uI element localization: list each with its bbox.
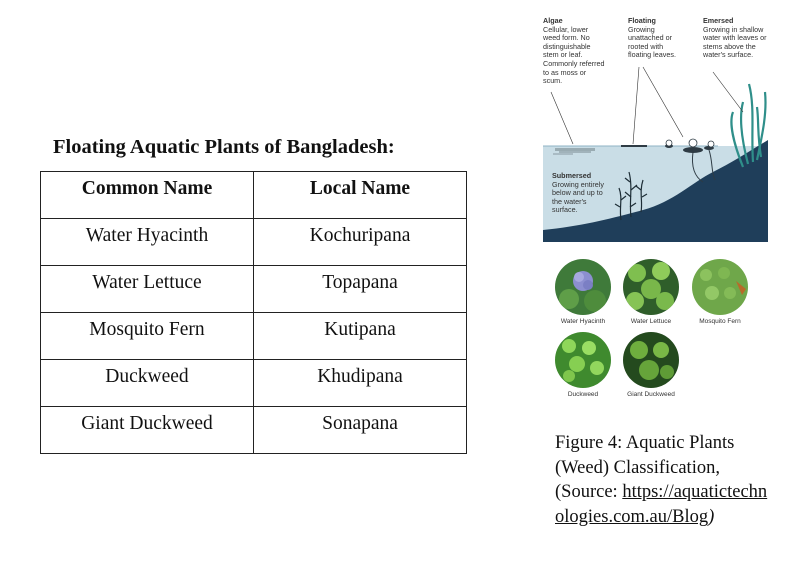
header-local-name: Local Name bbox=[254, 172, 467, 219]
floating-label: Floating Growing unattached or rooted with floating leaves. bbox=[628, 16, 676, 60]
aquatic-weed-diagram bbox=[543, 12, 768, 242]
cell-local-name: Khudipana bbox=[254, 360, 467, 407]
cell-common-name: Giant Duckweed bbox=[41, 407, 254, 454]
water-hyacinth-photo bbox=[555, 259, 611, 315]
cell-common-name: Water Hyacinth bbox=[41, 219, 254, 266]
source-link[interactable]: https://aquatictechnologies.com.au/Blog bbox=[555, 482, 768, 527]
cell-local-name: Topapana bbox=[254, 266, 467, 313]
submersed-label: Submersed Growing entirely below and up to the water's surface. bbox=[552, 171, 604, 215]
table-row bbox=[41, 219, 467, 266]
table-row bbox=[41, 407, 467, 454]
cell-local-name: Sonapana bbox=[254, 407, 467, 454]
table-title: Floating Aquatic Plants of Bangladesh: bbox=[53, 136, 395, 158]
cell-common-name: Mosquito Fern bbox=[41, 313, 254, 360]
photo-label: Duckweed bbox=[567, 391, 599, 398]
table-row bbox=[41, 360, 467, 407]
plants-table bbox=[40, 171, 467, 454]
caption-close: ) bbox=[708, 506, 715, 527]
photo-label: Giant Duckweed bbox=[627, 391, 675, 398]
water-lettuce-photo bbox=[623, 259, 679, 315]
mosquito-fern-photo bbox=[692, 259, 748, 315]
table-row bbox=[41, 313, 467, 360]
cell-local-name: Kochuripana bbox=[254, 219, 467, 266]
cell-common-name: Water Lettuce bbox=[41, 266, 254, 313]
algae-label: Algae Cellular, lower weed form. No distinguishable stem or leaf. Commonly referred to as moss or scum. bbox=[543, 16, 605, 86]
duckweed-photo bbox=[555, 332, 611, 388]
figure-caption bbox=[555, 431, 775, 529]
header-common-name: Common Name bbox=[41, 172, 254, 219]
giant-duckweed-photo bbox=[623, 332, 679, 388]
table-header-row bbox=[41, 172, 467, 219]
photo-label: Mosquito Fern bbox=[699, 318, 741, 325]
photo-label: Water Hyacinth bbox=[560, 318, 606, 325]
caption-text: Figure 4: Aquatic Plants (Weed) Classification, (Source: bbox=[555, 433, 735, 502]
cell-common-name: Duckweed bbox=[41, 360, 254, 407]
photo-label: Water Lettuce bbox=[630, 318, 672, 325]
cell-local-name: Kutipana bbox=[254, 313, 467, 360]
table-row bbox=[41, 266, 467, 313]
emersed-label: Emersed Growing in shallow water with leaves or stems above the water's surface. bbox=[703, 16, 767, 60]
